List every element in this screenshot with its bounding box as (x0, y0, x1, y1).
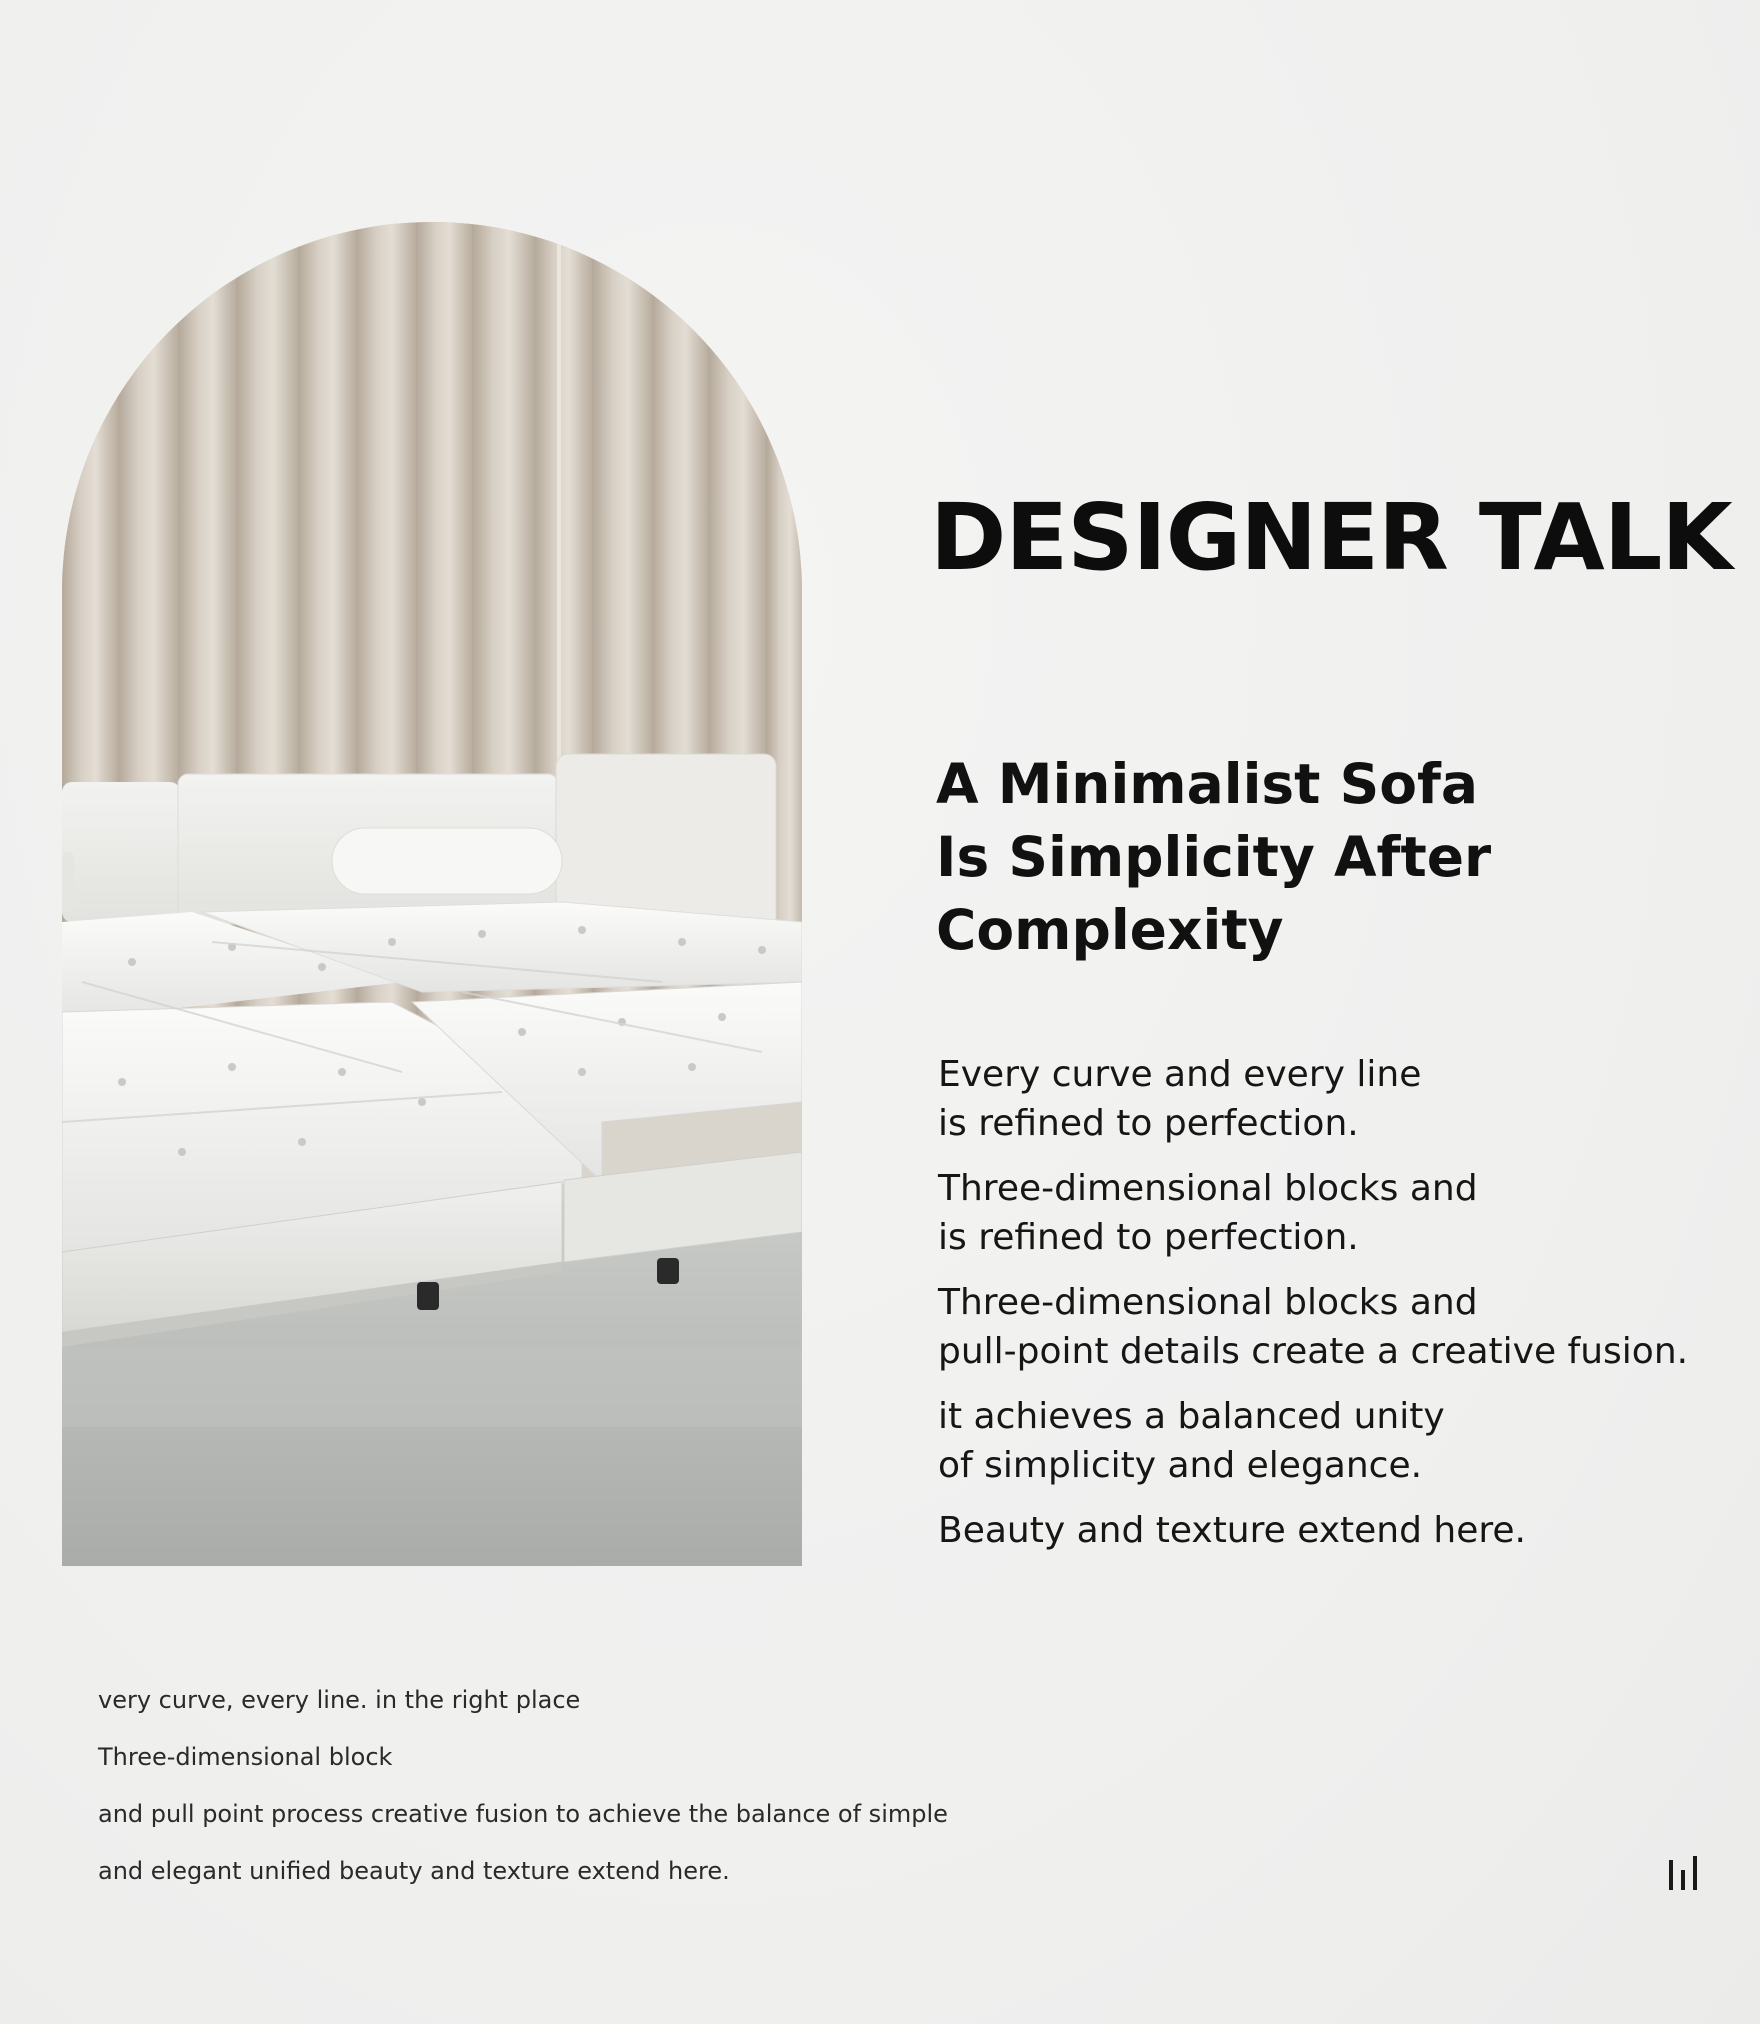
page-title: DESIGNER TALK (930, 484, 1732, 591)
footnote-line: and pull point process creative fusion to achieve the balance of simple (98, 1800, 948, 1828)
subtitle-line: Complexity (936, 898, 1284, 962)
paragraph (938, 1278, 1698, 1376)
subtitle-line: Is Simplicity After (936, 825, 1492, 889)
footnote-line: and elegant unified beauty and texture extend here. (98, 1857, 730, 1885)
paragraph-line: it achieves a balanced unity (938, 1396, 1445, 1437)
sofa-photo (62, 222, 802, 1566)
subtitle (936, 748, 1636, 967)
paragraph-line: pull-point details create a creative fusion. (938, 1331, 1689, 1372)
sofa-illustration (62, 222, 802, 1566)
paragraph (938, 1506, 1698, 1555)
subtitle-line: A Minimalist Sofa (936, 752, 1479, 816)
footnote-line: very curve, every line. in the right place (98, 1686, 581, 1714)
bars-logo-icon (1668, 1856, 1698, 1890)
body-text (938, 1050, 1698, 1571)
paragraph-line: Beauty and texture extend here. (938, 1510, 1526, 1551)
paragraph (938, 1392, 1698, 1490)
footnote-line: Three-dimensional block (98, 1743, 393, 1771)
paragraph-line: Every curve and every line (938, 1054, 1422, 1095)
paragraph-line: is refined to perfection. (938, 1217, 1359, 1258)
paragraph (938, 1050, 1698, 1148)
footnote (98, 1672, 998, 1900)
paragraph-line: Three-dimensional blocks and (938, 1168, 1478, 1209)
paragraph (938, 1164, 1698, 1262)
paragraph-line: of simplicity and elegance. (938, 1445, 1423, 1486)
paragraph-line: Three-dimensional blocks and (938, 1282, 1478, 1323)
paragraph-line: is refined to perfection. (938, 1103, 1359, 1144)
